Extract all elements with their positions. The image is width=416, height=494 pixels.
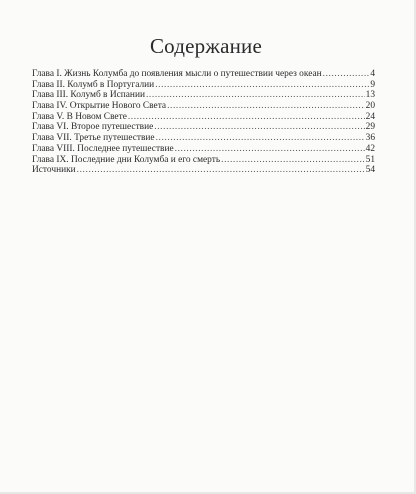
toc-entry bbox=[32, 165, 375, 176]
toc-entry-label: Глава VII. Третье путешествие bbox=[32, 133, 155, 144]
toc-entry bbox=[32, 112, 375, 123]
toc-entry-label: Глава IX. Последние дни Колумба и его смерть bbox=[32, 154, 221, 165]
toc-entry-label: Глава IV. Открытие Нового Света bbox=[32, 101, 167, 112]
toc-dot-leader bbox=[128, 112, 365, 123]
toc-dot-leader bbox=[221, 155, 365, 166]
toc-entry-label: Глава I. Жизнь Колумба до появления мысли о путешествии через океан bbox=[32, 69, 322, 79]
toc-dot-leader bbox=[155, 80, 369, 91]
toc-entry bbox=[32, 155, 375, 166]
toc-entry bbox=[32, 90, 375, 101]
toc-entry-page: 51 bbox=[365, 154, 375, 165]
toc-entry bbox=[32, 133, 375, 144]
toc-entry bbox=[32, 80, 375, 91]
toc-entry bbox=[32, 69, 375, 80]
toc-dot-leader bbox=[156, 133, 365, 144]
page-title: Содержание bbox=[149, 34, 263, 58]
toc-entry-page: 54 bbox=[365, 165, 375, 176]
table-of-contents bbox=[32, 69, 375, 176]
toc-entry-label: Глава VI. Второе путешествие bbox=[32, 122, 154, 133]
toc-entry-label: Глава III. Колумб в Испании bbox=[32, 90, 145, 101]
toc-entry-page: 9 bbox=[370, 79, 375, 90]
toc-entry-page: 24 bbox=[365, 111, 375, 122]
toc-dot-leader bbox=[146, 90, 365, 101]
toc-dot-leader bbox=[175, 144, 365, 155]
toc-entry-label: Глава VIII. Последнее путешествие bbox=[32, 143, 174, 154]
toc-entry-label: Глава II. Колумб в Португалии bbox=[32, 79, 155, 90]
toc-entry-page: 20 bbox=[365, 101, 375, 112]
toc-entry-page: 29 bbox=[365, 122, 375, 133]
toc-dot-leader bbox=[167, 101, 365, 112]
toc-entry bbox=[32, 144, 375, 155]
toc-entry-page: 42 bbox=[365, 143, 375, 154]
toc-entry-label: Глава V. В Новом Свете bbox=[32, 111, 127, 122]
toc-entry bbox=[32, 122, 375, 133]
toc-entry-label: Источники bbox=[32, 165, 76, 176]
toc-entry-page: 36 bbox=[365, 133, 375, 144]
toc-entry bbox=[32, 101, 375, 112]
toc-dot-leader bbox=[154, 122, 364, 133]
toc-dot-leader bbox=[323, 69, 370, 80]
toc-entry-page: 4 bbox=[370, 69, 375, 79]
toc-dot-leader bbox=[77, 165, 365, 176]
toc-entry-page: 13 bbox=[365, 90, 375, 101]
